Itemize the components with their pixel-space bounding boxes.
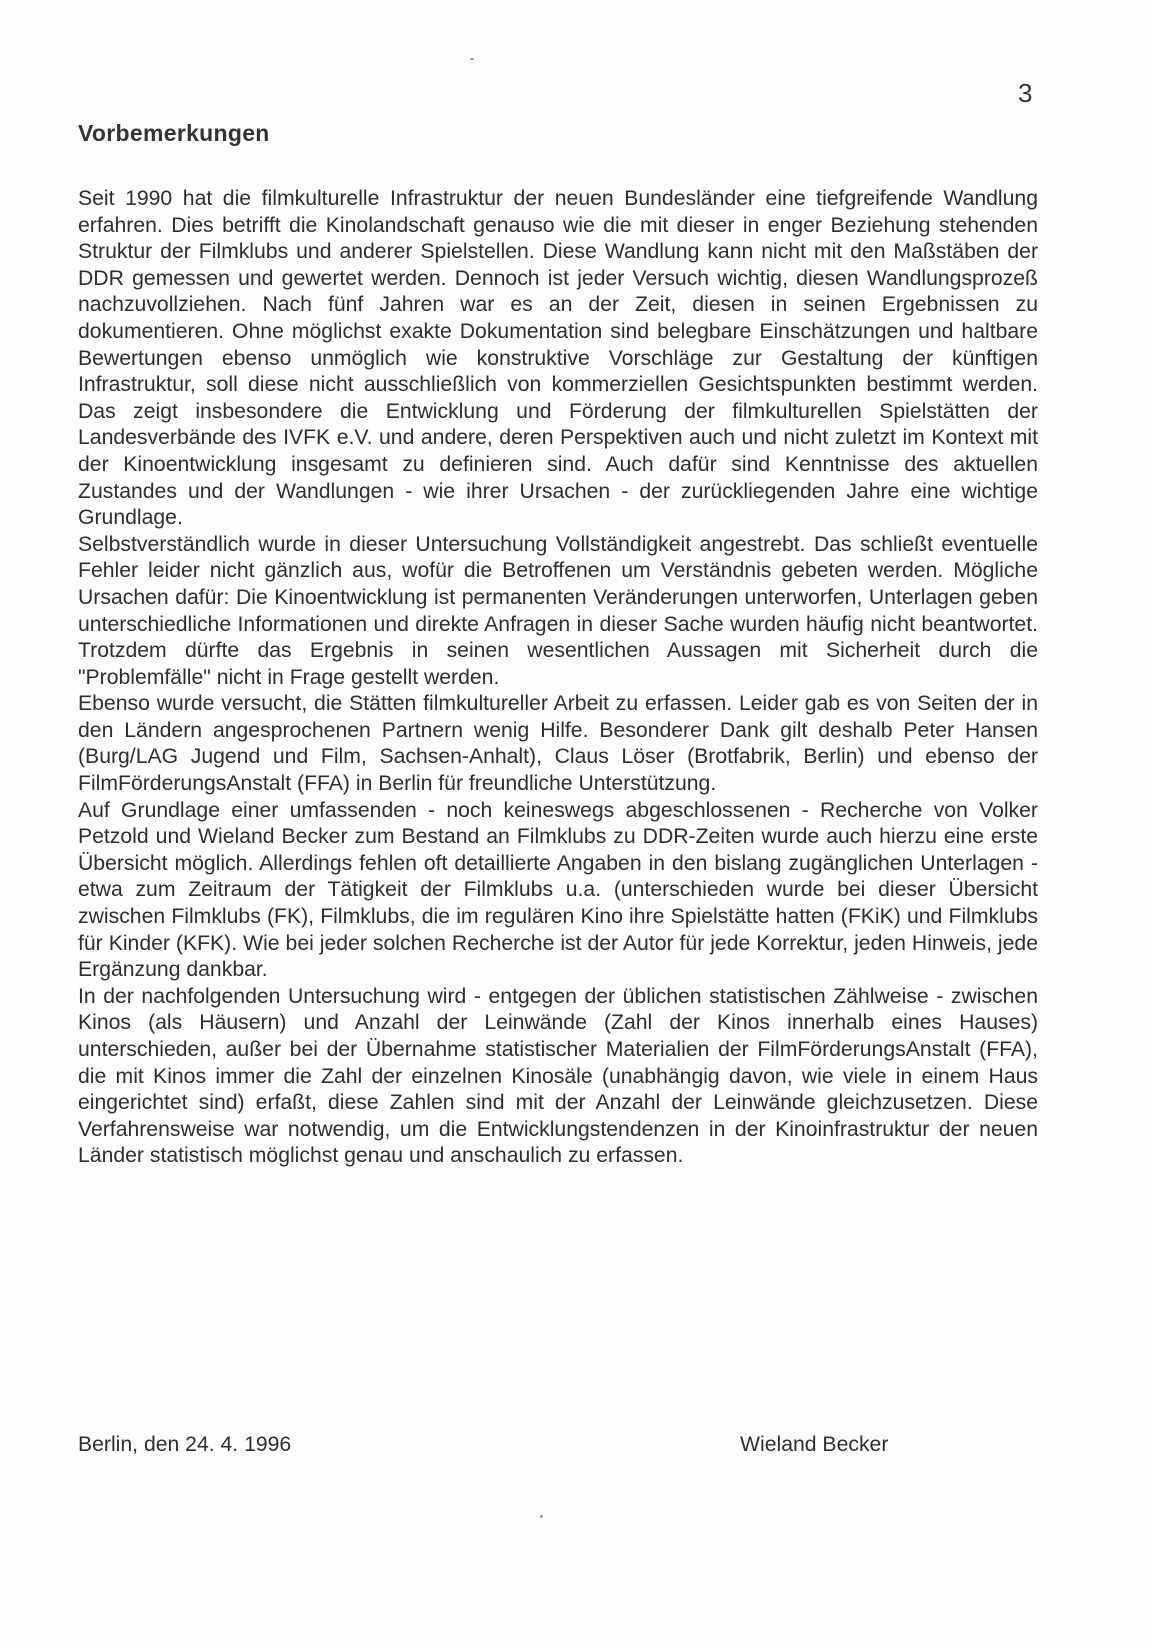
paragraph: Ebenso wurde versucht, die Stätten filmkultureller Arbeit zu erfassen. Leider gab es von Seiten der in den Ländern angesprochenen Partnern wenig Hilfe. Besonderer Dank gilt deshalb Peter Hansen (Burg/LAG Jugend und Film, Sachsen-Anhalt), Claus Löser (Brotfabrik, Berlin) und ebenso der FilmFörderungsAnstalt (FFA) in Berlin für freundliche Unterstützung. — [78, 692, 1038, 796]
author-name: Wieland Becker — [740, 1433, 889, 1456]
section-heading: Vorbemerkungen — [78, 120, 270, 146]
page-number: 3 — [1018, 78, 1033, 108]
paragraph: In der nachfolgenden Untersuchung wird - entgegen der üblichen statistischen Zählweise - zwischen Kinos (als Häusern) und Anzahl der Leinwände (Zahl der Kinos innerhalb eines Hauses) unterschieden, außer bei der Übernahme statistischer Materialien der FilmFörderungsAnstalt (FFA), die mit Kinos immer die Zahl der einzelnen Kinosäle (unabhängig davon, wie viele in einem Haus eingerichtet sind) erfaßt, diese Zahlen sind mit der Anzahl der Leinwände gleichzusetzen. Diese Verfahrensweise war notwendig, um die Entwicklungstendenzen in der Kinoinfrastruktur der neuen Länder statistisch möglichst genau und anschaulich zu erfassen. — [78, 984, 1038, 1168]
paragraph: Auf Grundlage einer umfassenden - noch keineswegs abgeschlossenen - Recherche von Volker Petzold und Wieland Becker zum Bestand an Filmklubs zu DDR-Zeiten wurde auch hierzu eine erste Übersicht möglich. Allerdings fehlen oft detaillierte Angaben in den bislang zugänglichen Unterlagen - etwa zum Zeitraum der Tätigkeit der Filmklubs u.a. (unterschieden wurde bei dieser Übersicht zwischen Filmklubs (FK), Filmklubs, die im regulären Kino ihre Spielstätte hatten (FKiK) und Filmklubs für Kinder (KFK). Wie bei jeder solchen Recherche ist der Autor für jede Korrektur, jeden Hinweis, jede Ergänzung dankbar. — [78, 798, 1038, 982]
paragraph: Selbstverständlich wurde in dieser Untersuchung Vollständigkeit angestrebt. Das schließt eventuelle Fehler leider nicht gänzlich aus, wofür die Betroffenen um Verständnis gebeten werden. Mögliche Ursachen dafür: Die Kinoentwicklung ist permanenten Veränderungen unterworfen, Unterlagen geben unterschiedliche Informationen und direkte Anfragen in dieser Sache wurden häufig nicht beantwortet. Trotzdem dürfte das Ergebnis in seinen wesentlichen Aussagen mit Sicherheit durch die "Problemfälle" nicht in Frage gestellt werden. — [78, 532, 1038, 689]
scan-speck — [540, 1515, 543, 1518]
scan-speck — [470, 58, 474, 60]
place-and-date: Berlin, den 24. 4. 1996 — [78, 1433, 292, 1456]
paragraph: Seit 1990 hat die filmkulturelle Infrastruktur der neuen Bundesländer eine tiefgreifende Wandlung erfahren. Dies betrifft die Kinolandschaft genauso wie die mit dieser in enger Beziehung stehenden Struktur der Filmklubs und anderer Spielstellen. Diese Wandlung kann nicht mit den Maßstäben der DDR gemessen und gewertet werden. Dennoch ist jeder Versuch wichtig, diesen Wandlungsprozeß nachzuvollziehen. Nach fünf Jahren war es an der Zeit, diesen in seinen Ergebnissen zu dokumentieren. Ohne möglichst exakte Dokumentation sind belegbare Einschätzungen und haltbare Bewertungen ebenso unmöglich wie konstruktive Vorschläge zur Gestaltung der künftigen Infrastruktur, soll diese nicht ausschließlich von kommerziellen Gesichtspunkten bestimmt werden. Das zeigt insbesondere die Entwicklung und Förderung der filmkulturellen Spielstätten der Landesverbände des IVFK e.V. und andere, deren Perspektiven auch und nicht zuletzt im Kontext mit der Kinoentwicklung insgesamt zu definieren sind. Auch dafür sind Kenntnisse des aktuellen Zustandes und der Wandlungen - wie ihrer Ursachen - der zurückliegenden Jahre eine wichtige Grundlage. — [78, 187, 1038, 530]
body-text — [78, 186, 1038, 1170]
